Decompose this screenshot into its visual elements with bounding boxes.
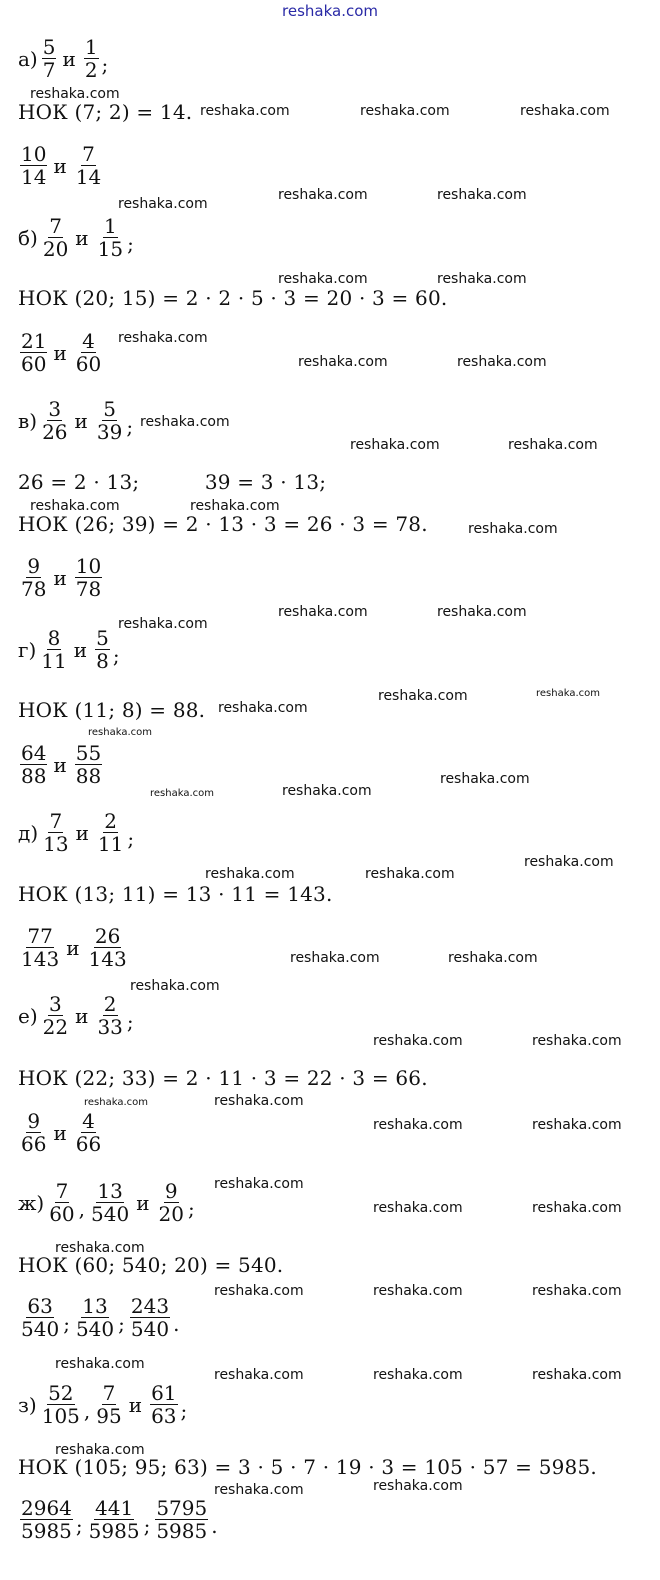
watermark: reshaka.com <box>373 1367 463 1383</box>
fraction <box>42 810 69 855</box>
denominator: 66 <box>75 1132 102 1156</box>
lcm-line: НОК (11; 8) = 88. <box>18 698 206 722</box>
fraction <box>75 330 102 375</box>
numerator: 7 <box>49 214 62 238</box>
denominator: 2 <box>84 58 98 82</box>
conjunction: и <box>136 1190 150 1215</box>
numerator: 5 <box>96 626 109 650</box>
watermark: reshaka.com <box>200 103 290 119</box>
lcm-line: НОК (20; 15) = 2 · 2 · 5 · 3 = 20 · 3 = 60. <box>18 286 448 310</box>
numerator: 2 <box>104 809 118 833</box>
denominator: 60 <box>49 1202 75 1226</box>
numerator: 9 <box>27 554 41 578</box>
denominator: 7 <box>42 58 56 82</box>
numerator: 8 <box>47 626 61 650</box>
watermark: reshaka.com <box>55 1240 145 1256</box>
fraction-row <box>18 925 130 970</box>
fraction-row <box>18 1295 182 1340</box>
watermark: reshaka.com <box>214 1176 304 1192</box>
denominator: 11 <box>97 832 124 856</box>
item-label: а) <box>18 46 38 71</box>
denominator: 39 <box>96 420 123 444</box>
watermark: reshaka.com <box>55 1442 145 1458</box>
conjunction: и <box>128 1392 143 1417</box>
fraction-row <box>18 330 104 375</box>
fraction-row <box>18 555 104 600</box>
fraction <box>40 627 67 672</box>
item-label: з) <box>18 1392 37 1417</box>
watermark: reshaka.com <box>373 1200 463 1216</box>
numerator: 7 <box>102 1381 116 1405</box>
site-header[interactable]: reshaka.com <box>282 2 378 20</box>
denominator: 540 <box>21 1317 60 1341</box>
fraction-row <box>18 1497 221 1542</box>
fraction <box>97 810 124 855</box>
watermark: reshaka.com <box>440 771 530 787</box>
watermark: reshaka.com <box>532 1367 622 1383</box>
denominator: 14 <box>21 165 47 189</box>
fraction <box>20 1497 73 1542</box>
fraction <box>75 742 102 787</box>
watermark: reshaka.com <box>290 950 380 966</box>
denominator: 14 <box>75 165 102 189</box>
fraction <box>75 1295 115 1340</box>
watermark: reshaka.com <box>282 783 372 799</box>
watermark: reshaka.com <box>298 354 388 370</box>
fraction <box>84 36 99 81</box>
separator: . <box>211 1514 218 1538</box>
separator: ; <box>143 1514 151 1538</box>
fraction <box>42 215 69 260</box>
watermark: reshaka.com <box>140 414 230 430</box>
denominator: 66 <box>21 1132 47 1156</box>
denominator: 540 <box>91 1202 130 1226</box>
conjunction: и <box>75 820 89 845</box>
fraction <box>20 330 47 375</box>
denominator: 95 <box>96 1404 122 1428</box>
separator: ; <box>127 232 134 256</box>
fraction <box>48 1180 75 1225</box>
lcm-line: 26 = 2 · 13; 39 = 3 · 13; <box>18 470 327 494</box>
separator: ; <box>75 1514 83 1538</box>
watermark: reshaka.com <box>30 498 120 514</box>
numerator: 3 <box>49 992 62 1016</box>
fraction <box>130 1295 170 1340</box>
numerator: 7 <box>55 1179 69 1203</box>
fraction <box>75 143 102 188</box>
conjunction: и <box>53 153 67 178</box>
denominator: 143 <box>88 947 127 971</box>
item-label: д) <box>18 820 39 845</box>
denominator: 5985 <box>88 1519 140 1543</box>
fraction <box>158 1180 185 1225</box>
numerator: 5795 <box>156 1496 208 1520</box>
denominator: 540 <box>130 1317 170 1341</box>
watermark: reshaka.com <box>214 1283 304 1299</box>
item-label: ж) <box>18 1190 45 1215</box>
denominator: 13 <box>43 832 69 856</box>
denominator: 88 <box>21 764 47 788</box>
fraction-row <box>18 627 123 672</box>
fraction <box>88 1497 141 1542</box>
denominator: 60 <box>21 352 47 376</box>
separator: ; <box>112 644 120 668</box>
watermark: reshaka.com <box>532 1200 622 1216</box>
conjunction: и <box>66 935 80 960</box>
fraction <box>90 1180 130 1225</box>
watermark: reshaka.com <box>205 866 295 882</box>
numerator: 4 <box>82 1109 95 1133</box>
denominator: 33 <box>97 1015 123 1039</box>
watermark: reshaka.com <box>150 788 214 799</box>
denominator: 15 <box>97 237 124 261</box>
fraction <box>20 143 47 188</box>
separator: ; <box>126 415 134 439</box>
item-label: г) <box>18 637 37 662</box>
lcm-line: НОК (13; 11) = 13 · 11 = 143. <box>18 882 333 906</box>
numerator: 1 <box>104 214 117 238</box>
denominator: 20 <box>158 1202 184 1226</box>
fraction-row <box>18 398 136 443</box>
numerator: 9 <box>27 1109 41 1133</box>
watermark: reshaka.com <box>360 103 450 119</box>
conjunction: и <box>75 1003 89 1028</box>
numerator: 10 <box>21 142 47 166</box>
numerator: 5 <box>103 397 116 421</box>
watermark: reshaka.com <box>130 978 220 994</box>
separator: ; <box>63 1312 70 1336</box>
numerator: 61 <box>151 1381 177 1405</box>
numerator: 10 <box>75 554 102 578</box>
numerator: 7 <box>82 142 95 166</box>
fraction-row <box>18 1180 198 1225</box>
conjunction: и <box>75 225 89 250</box>
watermark: reshaka.com <box>532 1283 622 1299</box>
numerator: 441 <box>95 1496 134 1520</box>
watermark: reshaka.com <box>118 616 208 632</box>
denominator: 11 <box>41 649 67 673</box>
fraction-row <box>18 1382 190 1427</box>
numerator: 2 <box>103 992 117 1016</box>
fraction <box>155 1497 208 1542</box>
fraction <box>42 36 57 81</box>
lcm-line: НОК (60; 540; 20) = 540. <box>18 1253 284 1277</box>
fraction <box>96 398 123 443</box>
lcm-line: НОК (7; 2) = 14. <box>18 100 193 124</box>
fraction-row <box>18 215 137 260</box>
separator: . <box>173 1312 180 1336</box>
fraction-row <box>18 1110 104 1155</box>
separator: , <box>78 1197 86 1221</box>
watermark: reshaka.com <box>532 1117 622 1133</box>
numerator: 64 <box>21 741 47 765</box>
numerator: 55 <box>75 741 102 765</box>
numerator: 13 <box>82 1294 108 1318</box>
conjunction: и <box>53 1120 67 1145</box>
numerator: 243 <box>130 1294 170 1318</box>
watermark: reshaka.com <box>373 1033 463 1049</box>
lcm-line: НОК (22; 33) = 2 · 11 · 3 = 22 · 3 = 66. <box>18 1066 428 1090</box>
watermark: reshaka.com <box>378 688 468 704</box>
watermark: reshaka.com <box>278 271 368 287</box>
watermark: reshaka.com <box>118 196 208 212</box>
watermark: reshaka.com <box>536 688 600 699</box>
separator: ; <box>126 1010 134 1034</box>
denominator: 8 <box>96 649 109 673</box>
watermark: reshaka.com <box>55 1356 145 1372</box>
watermark: reshaka.com <box>373 1117 463 1133</box>
watermark: reshaka.com <box>278 604 368 620</box>
denominator: 540 <box>75 1317 115 1341</box>
watermark: reshaka.com <box>448 950 538 966</box>
conjunction: и <box>62 46 76 71</box>
separator: ; <box>101 53 109 77</box>
watermark: reshaka.com <box>437 187 527 203</box>
denominator: 78 <box>21 577 47 601</box>
fraction-row <box>18 993 137 1038</box>
item-label: б) <box>18 225 38 250</box>
denominator: 26 <box>42 420 68 444</box>
fraction <box>20 555 47 600</box>
fraction <box>95 1382 122 1427</box>
conjunction: и <box>53 752 67 777</box>
numerator: 63 <box>27 1294 53 1318</box>
fraction <box>20 1295 60 1340</box>
watermark: reshaka.com <box>218 700 308 716</box>
watermark: reshaka.com <box>350 437 440 453</box>
fraction <box>20 1110 47 1155</box>
watermark: reshaka.com <box>84 1097 148 1108</box>
fraction <box>97 215 124 260</box>
numerator: 26 <box>94 924 121 948</box>
numerator: 13 <box>97 1179 123 1203</box>
watermark: reshaka.com <box>520 103 610 119</box>
fraction <box>75 555 102 600</box>
fraction <box>150 1382 177 1427</box>
watermark: reshaka.com <box>532 1033 622 1049</box>
separator: , <box>83 1399 91 1423</box>
denominator: 78 <box>75 577 102 601</box>
watermark: reshaka.com <box>214 1367 304 1383</box>
denominator: 60 <box>75 352 102 376</box>
watermark: reshaka.com <box>457 354 547 370</box>
denominator: 5985 <box>156 1519 208 1543</box>
fraction-row <box>18 143 104 188</box>
watermark: reshaka.com <box>508 437 598 453</box>
numerator: 4 <box>82 329 95 353</box>
numerator: 5 <box>42 35 56 59</box>
conjunction: и <box>74 408 88 433</box>
watermark: reshaka.com <box>214 1482 304 1498</box>
numerator: 1 <box>84 35 98 59</box>
fraction <box>20 742 47 787</box>
watermark: reshaka.com <box>190 498 280 514</box>
denominator: 143 <box>21 947 60 971</box>
watermark: reshaka.com <box>365 866 455 882</box>
numerator: 3 <box>48 397 62 421</box>
numerator: 7 <box>49 809 63 833</box>
watermark: reshaka.com <box>373 1478 463 1494</box>
watermark: reshaka.com <box>468 521 558 537</box>
conjunction: и <box>53 340 67 365</box>
lcm-line: НОК (105; 95; 63) = 3 · 5 · 7 · 19 · 3 = 105 · 57 = 5985. <box>18 1455 597 1479</box>
item-label: е) <box>18 1003 38 1028</box>
conjunction: и <box>53 565 67 590</box>
fraction-row <box>18 742 104 787</box>
fraction <box>41 1382 81 1427</box>
denominator: 22 <box>42 1015 69 1039</box>
numerator: 9 <box>164 1179 178 1203</box>
separator: ; <box>127 827 135 851</box>
fraction <box>88 925 128 970</box>
watermark: reshaka.com <box>278 187 368 203</box>
fraction <box>95 627 110 672</box>
watermark: reshaka.com <box>524 854 614 870</box>
watermark: reshaka.com <box>437 271 527 287</box>
separator: ; <box>188 1197 195 1221</box>
fraction <box>41 398 68 443</box>
fraction-row <box>18 810 137 855</box>
watermark: reshaka.com <box>88 727 152 738</box>
fraction <box>96 993 123 1038</box>
item-label: в) <box>18 408 38 433</box>
separator: ; <box>180 1399 188 1423</box>
watermark: reshaka.com <box>118 330 208 346</box>
watermark: reshaka.com <box>437 604 527 620</box>
fraction-row <box>18 36 111 81</box>
separator: ; <box>118 1312 125 1336</box>
numerator: 77 <box>27 924 53 948</box>
fraction <box>20 925 60 970</box>
numerator: 21 <box>21 329 47 353</box>
denominator: 5985 <box>21 1519 72 1543</box>
watermark: reshaka.com <box>373 1283 463 1299</box>
fraction <box>42 993 69 1038</box>
numerator: 2964 <box>21 1496 72 1520</box>
denominator: 105 <box>41 1404 80 1428</box>
watermark: reshaka.com <box>214 1093 304 1109</box>
numerator: 52 <box>48 1381 74 1405</box>
watermark: reshaka.com <box>30 86 120 102</box>
conjunction: и <box>73 637 88 662</box>
denominator: 20 <box>42 237 69 261</box>
fraction <box>75 1110 102 1155</box>
denominator: 63 <box>151 1404 177 1428</box>
lcm-line: НОК (26; 39) = 2 · 13 · 3 = 26 · 3 = 78. <box>18 512 428 536</box>
denominator: 88 <box>75 764 102 788</box>
